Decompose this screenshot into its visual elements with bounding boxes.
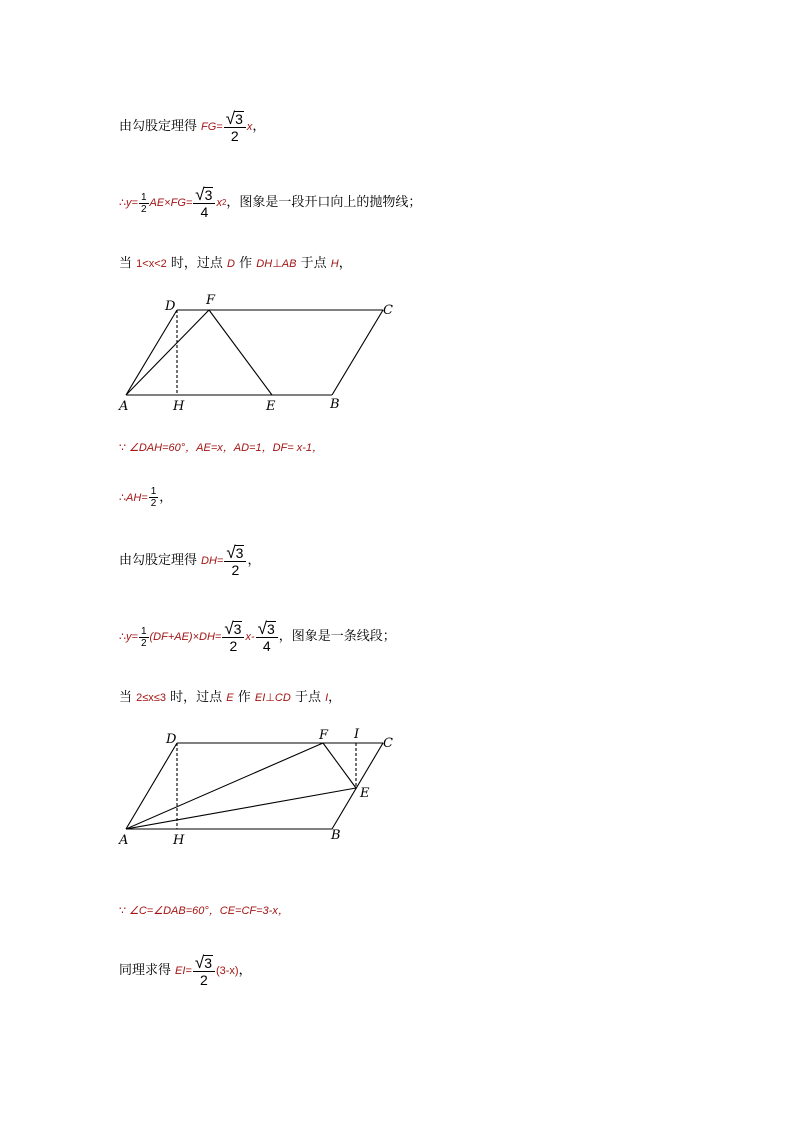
- line-y-segment: ∴ y= $\frac{1}{2}$ (DF+AE)×DH= √ 3 2 x- √ 3 4 ，图象是一条线段；: [119, 619, 396, 654]
- line-given-1: ∵ ∠DAH=60°，AE=x，AD=1，DF= x-1，: [119, 442, 323, 454]
- fraction: √ 3 4: [256, 620, 278, 654]
- line-given-2: ∵ ∠C=∠DAB=60°，CE=CF=3-x，: [119, 905, 289, 917]
- fraction: √ 3 2: [224, 110, 246, 144]
- label-F: F: [319, 728, 329, 743]
- label-C: C: [383, 303, 393, 318]
- figure-parallelogram-1: [110, 290, 410, 420]
- fraction-half: $\frac{1}{2}$: [140, 191, 147, 215]
- line-case-1-2: 当 1<x<2 时，过点 D 作 DH ⊥ AB 于点 H ，: [119, 256, 352, 271]
- line-y-parabola: ∴ y= $\frac{1}{2}$ AE×FG= √ 3 4 x 2 ，图象是一段开口向上的抛物线；: [119, 185, 422, 220]
- line-fg: 由勾股定理得 FG= √ 3 2 x ，: [119, 109, 266, 144]
- label-B: B: [330, 397, 340, 412]
- label-H: H: [173, 833, 185, 848]
- label-F: F: [206, 293, 216, 308]
- fraction-half: $\frac{1}{2}$: [150, 486, 157, 509]
- fraction: √ 3 2: [193, 954, 215, 988]
- label-D: D: [166, 732, 177, 747]
- fraction: √ 3 2: [222, 620, 244, 654]
- label-C: C: [383, 736, 393, 751]
- fraction: √ 3 2: [224, 544, 246, 578]
- line-ei: 同理求得 EI= √ 3 2 (3-x) ，: [119, 953, 252, 988]
- label-E: E: [266, 399, 276, 414]
- label-I: I: [354, 727, 360, 742]
- line-ah: ∴ AH= $\frac{1}{2}$ ，: [119, 486, 173, 509]
- label-D: D: [165, 299, 176, 314]
- label-H: H: [173, 399, 185, 414]
- label-A: A: [119, 833, 129, 848]
- line-case-2-3: 当 2≤x≤3 时，过点 E 作 EI ⊥ CD 于点 I ，: [119, 690, 342, 705]
- label-E: E: [360, 786, 370, 801]
- figure-parallelogram-2: [110, 722, 410, 852]
- label-B: B: [331, 828, 341, 843]
- line-dh: 由勾股定理得 DH= √ 3 2 ，: [119, 543, 261, 578]
- fraction: √ 3 4: [193, 186, 215, 220]
- label-A: A: [119, 399, 129, 414]
- fraction-half: $\frac{1}{2}$: [140, 625, 147, 649]
